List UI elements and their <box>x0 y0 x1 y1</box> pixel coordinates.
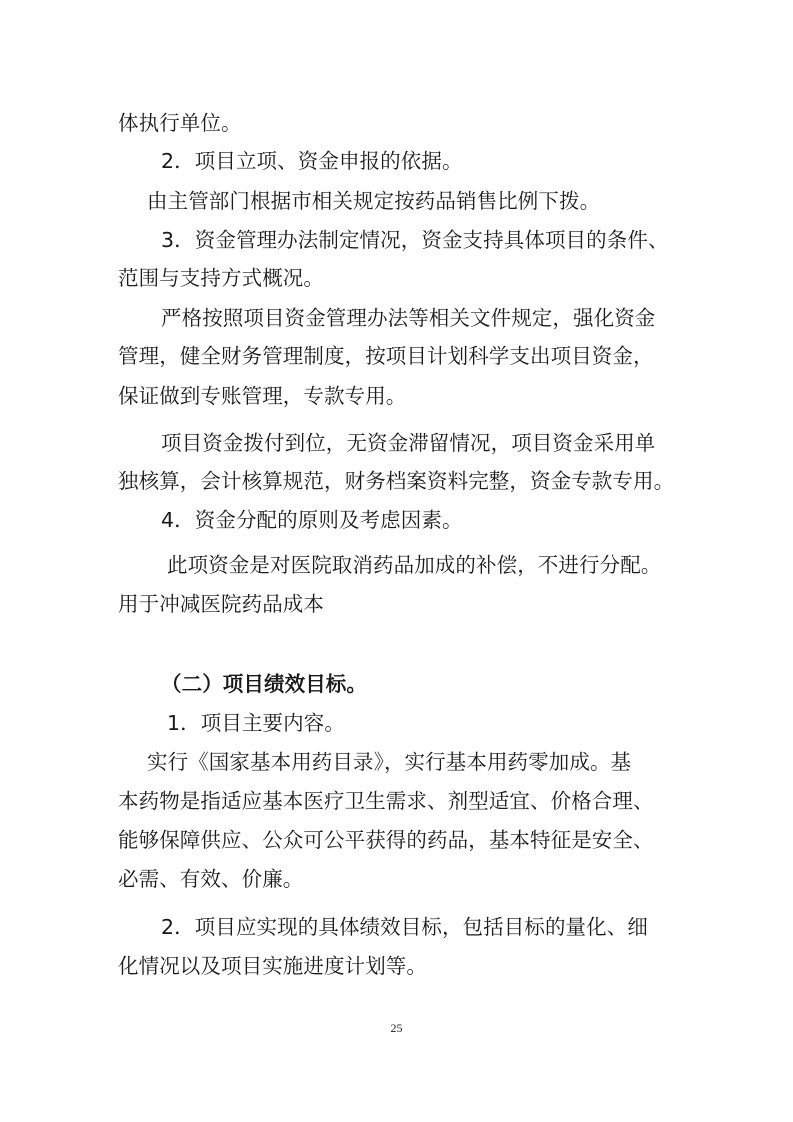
text-line: 2．项目应实现的具体绩效目标，包括目标的量化、细 <box>161 915 648 939</box>
text-line: 此项资金是对医院取消药品加成的补偿，不进行分配。 <box>167 553 662 577</box>
text-line: 4．资金分配的原则及考虑因素。 <box>161 508 463 532</box>
text-line: 体执行单位。 <box>118 111 242 135</box>
text-line: 3．资金管理办法制定情况，资金支持具体项目的条件、 <box>161 228 669 252</box>
text-line: 2．项目立项、资金申报的依据。 <box>161 149 463 173</box>
text-line: 用于冲减医院药品成本 <box>118 592 324 616</box>
text-line: 本药物是指适应基本医疗卫生需求、剂型适宜、价格合理、 <box>118 789 654 813</box>
text-line: 必需、有效、价廉。 <box>118 867 304 891</box>
text-line: 能够保障供应、公众可公平获得的药品，基本特征是安全、 <box>118 828 654 852</box>
text-line: 管理，健全财务管理制度，按项目计划科学支出项目资金， <box>118 344 654 368</box>
text-line: 保证做到专账管理，专款专用。 <box>118 384 407 408</box>
text-line: 实行《国家基本用药目录》，实行基本用药零加成。基 <box>147 750 632 774</box>
text-line: 由主管部门根据市相关规定按药品销售比例下拨。 <box>147 189 601 213</box>
text-line: 范围与支持方式概况。 <box>118 266 324 290</box>
section-heading: （二）项目绩效目标。 <box>161 672 367 696</box>
text-line: 化情况以及项目实施进度计划等。 <box>118 954 427 978</box>
text-line: 独核算，会计核算规范，财务档案资料完整，资金专款专用。 <box>118 469 675 493</box>
page-number: 25 <box>390 1021 403 1035</box>
text-line: 严格按照项目资金管理办法等相关文件规定，强化资金 <box>161 306 656 330</box>
text-line: 1．项目主要内容。 <box>167 711 345 735</box>
text-line: 项目资金拨付到位，无资金滞留情况，项目资金采用单 <box>161 431 656 455</box>
